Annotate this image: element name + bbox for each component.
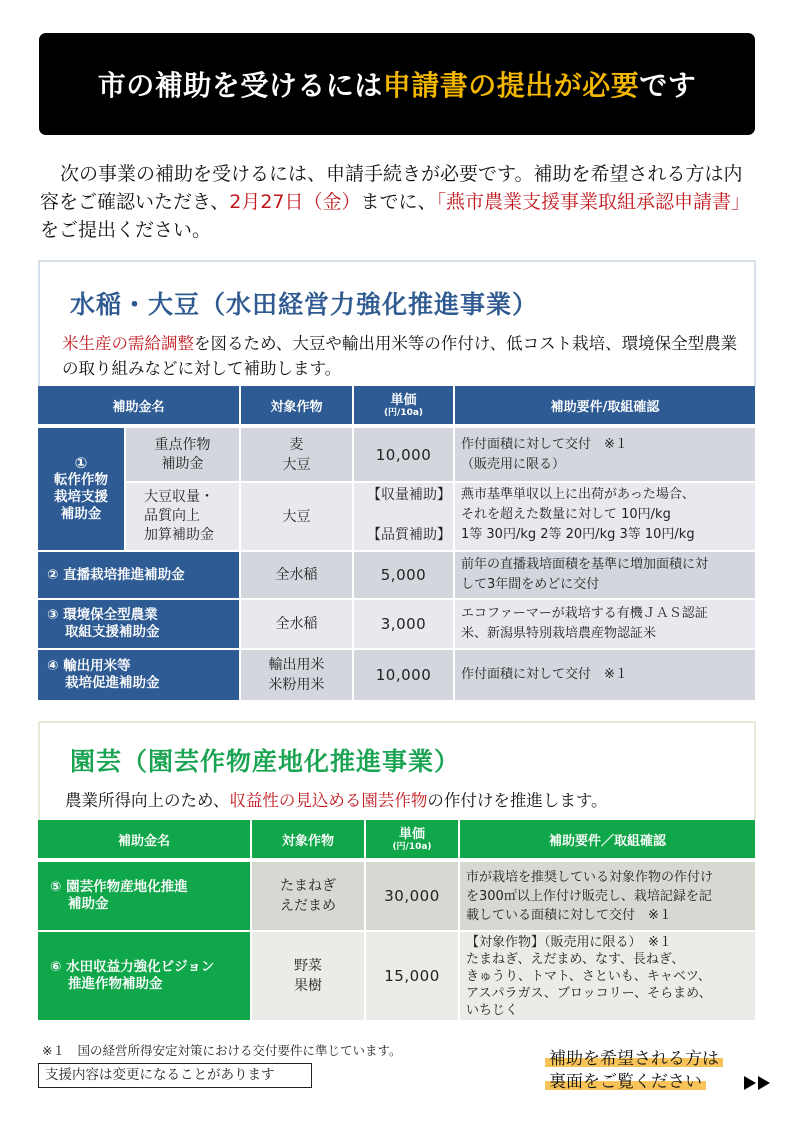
subsidy-name: 重点作物 補助金 [126, 428, 241, 483]
table-header-row [38, 820, 757, 862]
requirement: 作付面積に対して交付 ※１ [455, 650, 757, 702]
header-price: 単価 (円/10a) [354, 386, 455, 428]
title-tail: です [639, 69, 697, 102]
header-name: 補助金名 [38, 820, 252, 862]
intro-paragraph [40, 160, 752, 244]
requirement: 市が栽培を推奨している対象作物の作付け を300㎡以上作付け販売し、栽培記録を記 載している面積に対して交付 ※１ [460, 862, 757, 932]
rice-desc-highlight: 米生産の需給調整 [62, 334, 194, 353]
title-banner [39, 33, 755, 135]
title-plain: 市の補助を受けるには [97, 69, 383, 102]
table-row [38, 428, 757, 483]
target-crop: 野菜 果樹 [252, 932, 366, 1022]
requirement: エコファーマーが栽培する有機ＪＡＳ認証 米、新潟県特別栽培農産物認証米 [455, 600, 757, 650]
horti-section-title: 園芸（園芸作物産地化推進事業） [70, 747, 461, 776]
requirement: 作付面積に対して交付 ※１ （販売用に限る） [455, 428, 757, 483]
deadline: 2月27日（金） [229, 191, 361, 213]
notice-box: 支援内容は変更になることがあります [38, 1063, 312, 1088]
horti-desc-highlight: 収益性の見込める園芸作物 [229, 791, 428, 810]
subsidy-name: ② 直播栽培推進補助金 [38, 552, 241, 600]
subsidy-name: ⑥ 水田収益力強化ビジョン 推進作物補助金 [38, 932, 252, 1022]
target-crop: 輸出用米 米粉用米 [241, 650, 354, 702]
unit-price: 5,000 [354, 552, 455, 600]
requirement: 燕市基準単収以上に出荷があった場合、 それを超えた数量に対して 10円/kg 1等 30円/kg 2等 20円/kg 3等 10円/kg [455, 483, 757, 552]
table-row [38, 483, 757, 552]
form-name: 「燕市農業支援事業取組承認申請書」 [436, 191, 751, 213]
subsidy-group-1: ① 転作作物 栽培支援 補助金 [38, 428, 126, 552]
subsidy-name: ④ 輸出用米等 栽培促進補助金 [38, 650, 241, 702]
intro-text-3: をご提出ください。 [40, 219, 212, 241]
intro-text-1: 次の事業の補助を受けるには、申請手続きが必要です。補助を希望される方は内容をご確認いただき、 [40, 163, 743, 213]
back-note-line-2: 裏面をご覧ください [545, 1072, 706, 1092]
subsidy-name: ⑤ 園芸作物産地化推進 補助金 [38, 862, 252, 932]
header-requirement: 補助要件／取組確認 [460, 820, 757, 862]
back-note-line-1: 補助を希望される方は [545, 1049, 723, 1069]
unit-price: 30,000 [366, 862, 460, 932]
header-requirement: 補助要件/取組確認 [455, 386, 757, 428]
subsidy-tags: 【収量補助】 【品質補助】 [354, 483, 455, 552]
table-row [38, 650, 757, 702]
subsidy-name: 大豆収量・ 品質向上 加算補助金 [126, 483, 241, 552]
horti-desc-post: の作付けを推進します。 [427, 791, 608, 810]
requirement: 前年の直播栽培面積を基準に増加面積に対 して3年間をめどに交付 [455, 552, 757, 600]
table-row [38, 932, 757, 1022]
table-row [38, 600, 757, 650]
horti-subsidy-table [38, 820, 757, 1022]
rice-desc-rest: を図るため、大豆や輸出用米等の作付け、低コスト栽培、環境保全型農業の取り組みなどに対して補助します。 [62, 334, 738, 378]
subsidy-name: ③ 環境保全型農業 取組支援補助金 [38, 600, 241, 650]
title-highlight: 申請書の提出が必要 [382, 69, 640, 102]
unit-price: 15,000 [366, 932, 460, 1022]
unit-price: 10,000 [354, 428, 455, 483]
intro-text-2: までに、 [360, 191, 437, 213]
header-crop: 対象作物 [252, 820, 366, 862]
table-row [38, 552, 757, 600]
table-row [38, 862, 757, 932]
horti-section-description [65, 788, 745, 813]
horti-desc-pre: 農業所得向上のため、 [65, 791, 230, 810]
unit-price: 10,000 [354, 650, 455, 702]
header-name: 補助金名 [38, 386, 241, 428]
header-crop: 対象作物 [241, 386, 354, 428]
target-crop: 大豆 [241, 483, 354, 552]
rice-section-description [62, 331, 742, 381]
target-crop: 全水稲 [241, 552, 354, 600]
rice-subsidy-table [38, 386, 757, 702]
target-crop: 全水稲 [241, 600, 354, 650]
header-price: 単価 (円/10a) [366, 820, 460, 862]
rice-section-title: 水稲・大豆（水田経営力強化推進事業） [70, 290, 539, 319]
requirement: 【対象作物】（販売用に限る） ※１ たまねぎ、えだまめ、なす、長ねぎ、 きゅうり、トマト、さといも、キャベツ、 アスパラガス、ブロッコリー、そらまめ、 いちじく [460, 932, 757, 1022]
see-back-note [545, 1048, 723, 1094]
double-arrow-right-icon [744, 1076, 770, 1090]
target-crop: たまねぎ えだまめ [252, 862, 366, 932]
footnote: ※１ 国の経営所得安定対策における交付要件に準じています。 [42, 1043, 402, 1058]
unit-price: 3,000 [354, 600, 455, 650]
table-header-row [38, 386, 757, 428]
target-crop: 麦 大豆 [241, 428, 354, 483]
